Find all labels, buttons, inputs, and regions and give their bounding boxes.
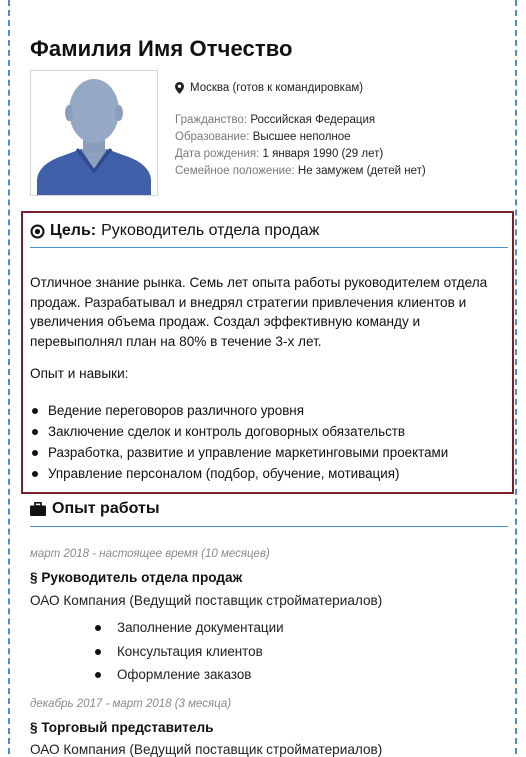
goal-label: Цель: (50, 222, 97, 239)
job-1-dates: март 2018 - настоящее время (10 месяцев) (30, 548, 270, 560)
location-text: Москва (готов к командировкам) (190, 82, 364, 94)
skills-title: Опыт и навыки: (30, 366, 129, 381)
education-label: Образование: (175, 131, 250, 143)
marital-status-value: Не замужем (детей нет) (297, 165, 426, 177)
education-row (175, 129, 426, 146)
citizenship-label: Гражданство: (175, 114, 248, 126)
map-pin-icon (175, 82, 184, 94)
job-1-position: § Руководитель отдела продаж (30, 570, 243, 585)
goal-title: Руководитель отдела продаж (101, 222, 320, 239)
citizenship-row (175, 112, 426, 129)
briefcase-icon (30, 502, 46, 516)
list-item: Управление персоналом (подбор, обучение, мотивация) (30, 463, 448, 484)
full-name: Фамилия Имя Отчество (30, 36, 293, 61)
profile-photo (30, 70, 158, 196)
list-item: Разработка, развитие и управление маркетинговыми проектами (30, 442, 448, 463)
avatar-placeholder-icon (31, 71, 157, 195)
target-icon (30, 224, 45, 239)
list-item: Ведение переговоров различного уровня (30, 400, 448, 421)
goal-divider (30, 247, 508, 248)
job-1-company: ОАО Компания (Ведущий поставщик стройматериалов) (30, 593, 383, 608)
skills-list (30, 400, 448, 484)
education-value: Высшее неполное (252, 131, 351, 143)
job-2-dates: декабрь 2017 - март 2018 (3 месяца) (30, 698, 232, 710)
list-item: Заключение сделок и контроль договорных обязательств (30, 421, 448, 442)
marital-status-row (175, 163, 426, 180)
birthdate-label: Дата рождения: (175, 148, 260, 160)
experience-divider (30, 526, 508, 527)
birthdate-value: 1 января 1990 (29 лет) (262, 148, 384, 160)
experience-title: Опыт работы (52, 500, 160, 517)
citizenship-value: Российская Федерация (250, 114, 376, 126)
page-border-right (515, 0, 517, 754)
list-item: Оформление заказов (95, 663, 284, 687)
birthdate-row (175, 146, 426, 163)
list-item: Заполнение документации (95, 616, 284, 640)
page-border-left (8, 0, 10, 754)
job-2-company: ОАО Компания (Ведущий поставщик стройматериалов) (30, 742, 383, 757)
experience-heading (30, 500, 159, 518)
marital-status-label: Семейное положение: (175, 165, 295, 177)
list-item: Консультация клиентов (95, 640, 284, 664)
goal-heading (30, 222, 319, 240)
job-1-duties (95, 616, 284, 687)
job-2-position: § Торговый представитель (30, 720, 214, 735)
location (175, 82, 426, 94)
goal-summary: Отличное знание рынка. Семь лет опыта работы руководителем отдела продаж. Разрабатывал и внедрял стратегии привлечения клиентов и увеличения объема продаж. Создал эффективную команду и перевыполнял план на 80% в течение 3-х лет. (30, 275, 488, 349)
personal-info (175, 82, 426, 180)
